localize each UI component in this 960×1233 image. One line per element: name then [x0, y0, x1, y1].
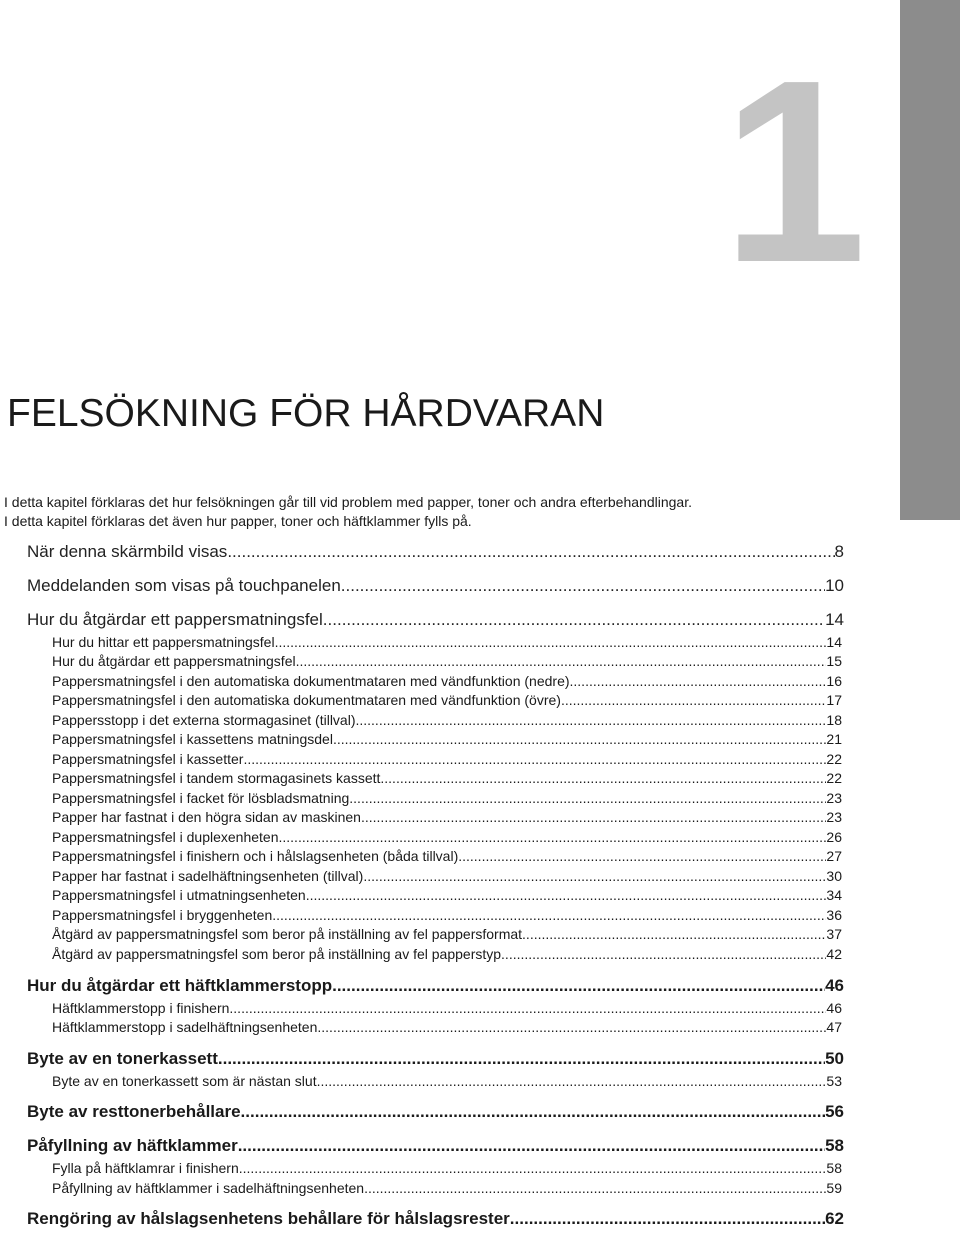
toc-subentry[interactable]	[52, 907, 842, 923]
toc-entry-page: 10	[825, 576, 844, 595]
toc-leader-dots	[272, 907, 826, 923]
toc-subentry[interactable]	[52, 1019, 842, 1035]
toc-subentry[interactable]	[52, 848, 842, 864]
toc-entry-page: 62	[825, 1209, 844, 1228]
toc-entry[interactable]	[27, 1102, 844, 1122]
intro-line: I detta kapitel förklaras det även hur papper, toner och häftklammer fylls på.	[4, 513, 472, 529]
toc-subentry[interactable]	[52, 653, 842, 669]
toc-entry-label: Påfyllning av häftklammer	[27, 1136, 238, 1155]
toc-leader-dots	[363, 868, 826, 884]
toc-entry[interactable]	[27, 576, 844, 596]
toc-entry-label: Åtgärd av pappersmatningsfel som beror på inställning av fel pappersformat	[52, 926, 523, 942]
toc-subentry[interactable]	[52, 673, 842, 689]
toc-subentry[interactable]	[52, 692, 842, 708]
toc-leader-dots	[317, 1073, 827, 1089]
toc-leader-dots	[243, 751, 826, 767]
toc-entry-label: Byte av en tonerkassett	[27, 1049, 218, 1068]
toc-leader-dots	[332, 976, 825, 996]
toc-entry-label: När denna skärmbild visas	[27, 542, 228, 561]
toc-entry-label: Hur du åtgärdar ett pappersmatningsfel	[27, 610, 323, 629]
toc-leader-dots	[323, 610, 825, 630]
toc-subentry[interactable]	[52, 926, 842, 942]
toc-entry-label: Rengöring av hålslagsenhetens behållare för hålslagsrester	[27, 1209, 510, 1228]
toc-leader-dots	[306, 887, 827, 903]
toc-subentry[interactable]	[52, 887, 842, 903]
toc-entry-label: Påfyllning av häftklammer i sadelhäftningsenheten	[52, 1180, 365, 1196]
toc-leader-dots	[458, 848, 826, 864]
toc-leader-dots	[510, 1209, 825, 1229]
toc-subentry[interactable]	[52, 946, 842, 962]
intro-line: I detta kapitel förklaras det hur felsökningen går till vid problem med papper, toner och andra efterbehandlingar.	[4, 494, 692, 510]
toc-entry-label: Häftklammerstopp i finishern	[52, 1000, 230, 1016]
toc-entry-page: 58	[825, 1136, 844, 1155]
toc-leader-dots	[380, 770, 826, 786]
toc-entry-label: Pappersmatningsfel i bryggenheten	[52, 907, 273, 923]
toc-entry-label: Pappersmatningsfel i den automatiska dokumentmataren med vändfunktion (övre)	[52, 692, 561, 708]
toc-subentry[interactable]	[52, 790, 842, 806]
toc-entry-page: 23	[826, 790, 842, 806]
toc-subentry[interactable]	[52, 634, 842, 650]
toc-leader-dots	[364, 1180, 826, 1196]
toc-leader-dots	[238, 1136, 825, 1156]
toc-entry-label: Papper har fastnat i sadelhäftningsenheten (tillval)	[52, 868, 364, 884]
toc-leader-dots	[522, 926, 826, 942]
toc-entry-label: Pappersstopp i det externa stormagasinet (tillval)	[52, 712, 356, 728]
toc-entry-page: 8	[834, 542, 844, 561]
toc-subentry[interactable]	[52, 731, 842, 747]
toc-leader-dots	[361, 809, 826, 825]
toc-entry-page: 14	[826, 634, 842, 650]
chapter-number: 1	[722, 27, 867, 317]
toc-entry[interactable]	[27, 1049, 844, 1069]
toc-entry-page: 15	[826, 653, 842, 669]
toc-entry-page: 50	[825, 1049, 844, 1068]
toc-entry-page: 59	[826, 1180, 842, 1196]
toc-entry-label: Byte av resttonerbehållare	[27, 1102, 241, 1121]
toc-entry[interactable]	[27, 1209, 844, 1229]
toc-entry-label: Pappersmatningsfel i finishern och i hålslagsenheten (båda tillval)	[52, 848, 459, 864]
toc-entry-page: 14	[825, 610, 844, 629]
toc-entry-label: Häftklammerstopp i sadelhäftningsenheten	[52, 1019, 318, 1035]
toc-entry-page: 46	[826, 1000, 842, 1016]
toc-subentry[interactable]	[52, 1180, 842, 1196]
toc-entry-page: 42	[826, 946, 842, 962]
toc-entry-page: 36	[826, 907, 842, 923]
toc-leader-dots	[218, 1049, 825, 1069]
toc-leader-dots	[333, 731, 826, 747]
toc-entry-label: Pappersmatningsfel i den automatiska dokumentmataren med vändfunktion (nedre)	[52, 673, 570, 689]
toc-leader-dots	[241, 1102, 826, 1122]
toc-entry-page: 22	[826, 770, 842, 786]
toc-leader-dots	[501, 946, 826, 962]
toc-entry[interactable]	[27, 976, 844, 996]
toc-entry-page: 53	[826, 1073, 842, 1089]
toc-entry-label: Åtgärd av pappersmatningsfel som beror på inställning av fel papperstyp	[52, 946, 502, 962]
toc-entry-label: Pappersmatningsfel i utmatningsenheten	[52, 887, 306, 903]
toc-entry-page: 23	[826, 809, 842, 825]
toc-entry-page: 34	[826, 887, 842, 903]
toc-entry-label: Pappersmatningsfel i kassetter	[52, 751, 244, 767]
toc-entry-label: Meddelanden som visas på touchpanelen	[27, 576, 341, 595]
toc-entry-label: Hur du hittar ett pappersmatningsfel	[52, 634, 275, 650]
toc-leader-dots	[227, 542, 834, 562]
toc-subentry[interactable]	[52, 1160, 842, 1176]
toc-leader-dots	[341, 576, 825, 596]
toc-subentry[interactable]	[52, 1073, 842, 1089]
toc-leader-dots	[229, 1000, 826, 1016]
toc-entry-page: 46	[825, 976, 844, 995]
toc-entry-page: 22	[826, 751, 842, 767]
toc-subentry[interactable]	[52, 868, 842, 884]
toc-entry-page: 16	[826, 673, 842, 689]
toc-subentry[interactable]	[52, 809, 842, 825]
toc-entry-page: 56	[825, 1102, 844, 1121]
toc-subentry[interactable]	[52, 712, 842, 728]
toc-entry-page: 30	[826, 868, 842, 884]
toc-entry-page: 37	[826, 926, 842, 942]
toc-leader-dots	[349, 790, 826, 806]
toc-entry-label: Papper har fastnat i den högra sidan av maskinen	[52, 809, 361, 825]
toc-leader-dots	[279, 829, 827, 845]
toc-entry-page: 17	[826, 692, 842, 708]
toc-subentry[interactable]	[52, 1000, 842, 1016]
toc-leader-dots	[275, 634, 827, 650]
toc-entry[interactable]	[27, 610, 844, 630]
toc-entry-page: 26	[826, 829, 842, 845]
toc-entry-page: 21	[826, 731, 842, 747]
toc-leader-dots	[570, 673, 827, 689]
chapter-title: FELSÖKNING FÖR HÅRDVARAN	[7, 392, 605, 435]
toc-entry-page: 47	[826, 1019, 842, 1035]
toc-entry-label: Pappersmatningsfel i duplexenheten	[52, 829, 279, 845]
toc-leader-dots	[355, 712, 826, 728]
toc-leader-dots	[239, 1160, 827, 1176]
toc-entry-page: 58	[826, 1160, 842, 1176]
toc-entry-label: Byte av en tonerkassett som är nästan slut	[52, 1073, 317, 1089]
toc-entry-page: 18	[826, 712, 842, 728]
toc-leader-dots	[296, 653, 827, 669]
toc-leader-dots	[561, 692, 826, 708]
toc-entry-label: Pappersmatningsfel i tandem stormagasinets kassett	[52, 770, 381, 786]
toc-subentry[interactable]	[52, 829, 842, 845]
toc-entry-label: Hur du åtgärdar ett pappersmatningsfel	[52, 653, 296, 669]
toc-entry[interactable]	[27, 1136, 844, 1156]
toc-entry-label: Hur du åtgärdar ett häftklammerstopp	[27, 976, 333, 995]
toc-entry-page: 27	[826, 848, 842, 864]
toc-leader-dots	[317, 1019, 826, 1035]
toc-entry[interactable]	[27, 542, 844, 562]
toc-entry-label: Pappersmatningsfel i facket för lösbladsmatning	[52, 790, 350, 806]
toc-subentry[interactable]	[52, 751, 842, 767]
toc-entry-label: Fylla på häftklamrar i finishern	[52, 1160, 239, 1176]
toc-entry-label: Pappersmatningsfel i kassettens matningsdel	[52, 731, 333, 747]
toc-subentry[interactable]	[52, 770, 842, 786]
